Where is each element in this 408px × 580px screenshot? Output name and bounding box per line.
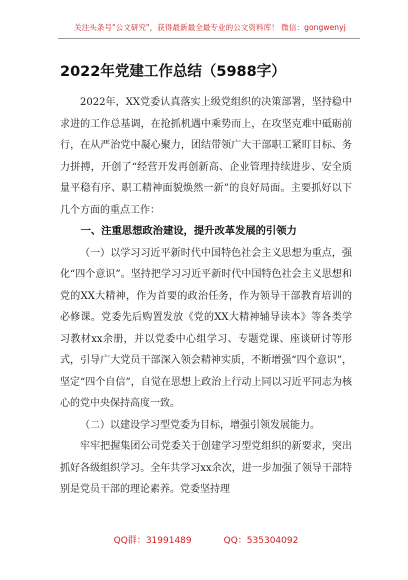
header-divider bbox=[58, 38, 360, 39]
document-title: 2022年党建工作总结（5988字） bbox=[60, 64, 286, 80]
footer-qq-value: 535304092 bbox=[246, 536, 299, 546]
footer-qq-group-value: 31991489 bbox=[145, 536, 192, 546]
body-paragraph: 牢牢把握集团公司党委关于创建学习型党组织的新要求，突出抓好各级组织学习。全年共学习xx余次，进一步加强了领导干部特别是党员干部的理论素养。党委坚持理 bbox=[60, 441, 352, 495]
footer-contact-note bbox=[60, 533, 352, 546]
subheading-paragraph: （二）以建设学习型党委为目标，增强引领发展能力。 bbox=[80, 419, 320, 431]
body-paragraph: （一）以学习习近平新时代中国特色社会主义思想为重点，强化“四个意识”。坚持把学习习近平新时代中国特色社会主义思想和党的XX大精神，作为首要的政治任务，作为领导干部教育培训的必修课。党委先后购置发放《党的XX大精神辅导读本》等各类学习教材xx余册，并以党委中心组学习、专题党课、座谈研讨等形式，引导广大党员干部深入领会精神实质，不断增强“四个意识”，坚定“四个自信”，自觉在思想上政治上行动上同以习近平同志为核心的党中央保持高度一致。 bbox=[60, 247, 352, 409]
section-heading: 一、注重思想政治建设，提升改革发展的引领力 bbox=[80, 225, 297, 237]
intro-paragraph: 2022年，XX党委认真落实上级党组织的决策部署，坚持稳中求进的工作总基调，在抢抓机遇中乘势而上，在攻坚克难中砥砺前行，在从严治党中凝心聚力，团结带领广大干部职工紧盯目标、务力拼搏，开创了“经营开发再创新高、企业管理持续进步、安全质量平稳有序、职工精神面貌焕然一新”的良好局面。主要抓好以下几个方面的重点工作： bbox=[60, 97, 352, 216]
document-body bbox=[60, 92, 352, 501]
header-promo-note: 关注头条号"公文研究"，获得最新最全最专业的公文资料库！ 微信：gongwenyj bbox=[74, 23, 346, 32]
footer-qq-group-label: QQ群： bbox=[113, 536, 146, 546]
footer-qq-label: QQ： bbox=[223, 536, 247, 546]
